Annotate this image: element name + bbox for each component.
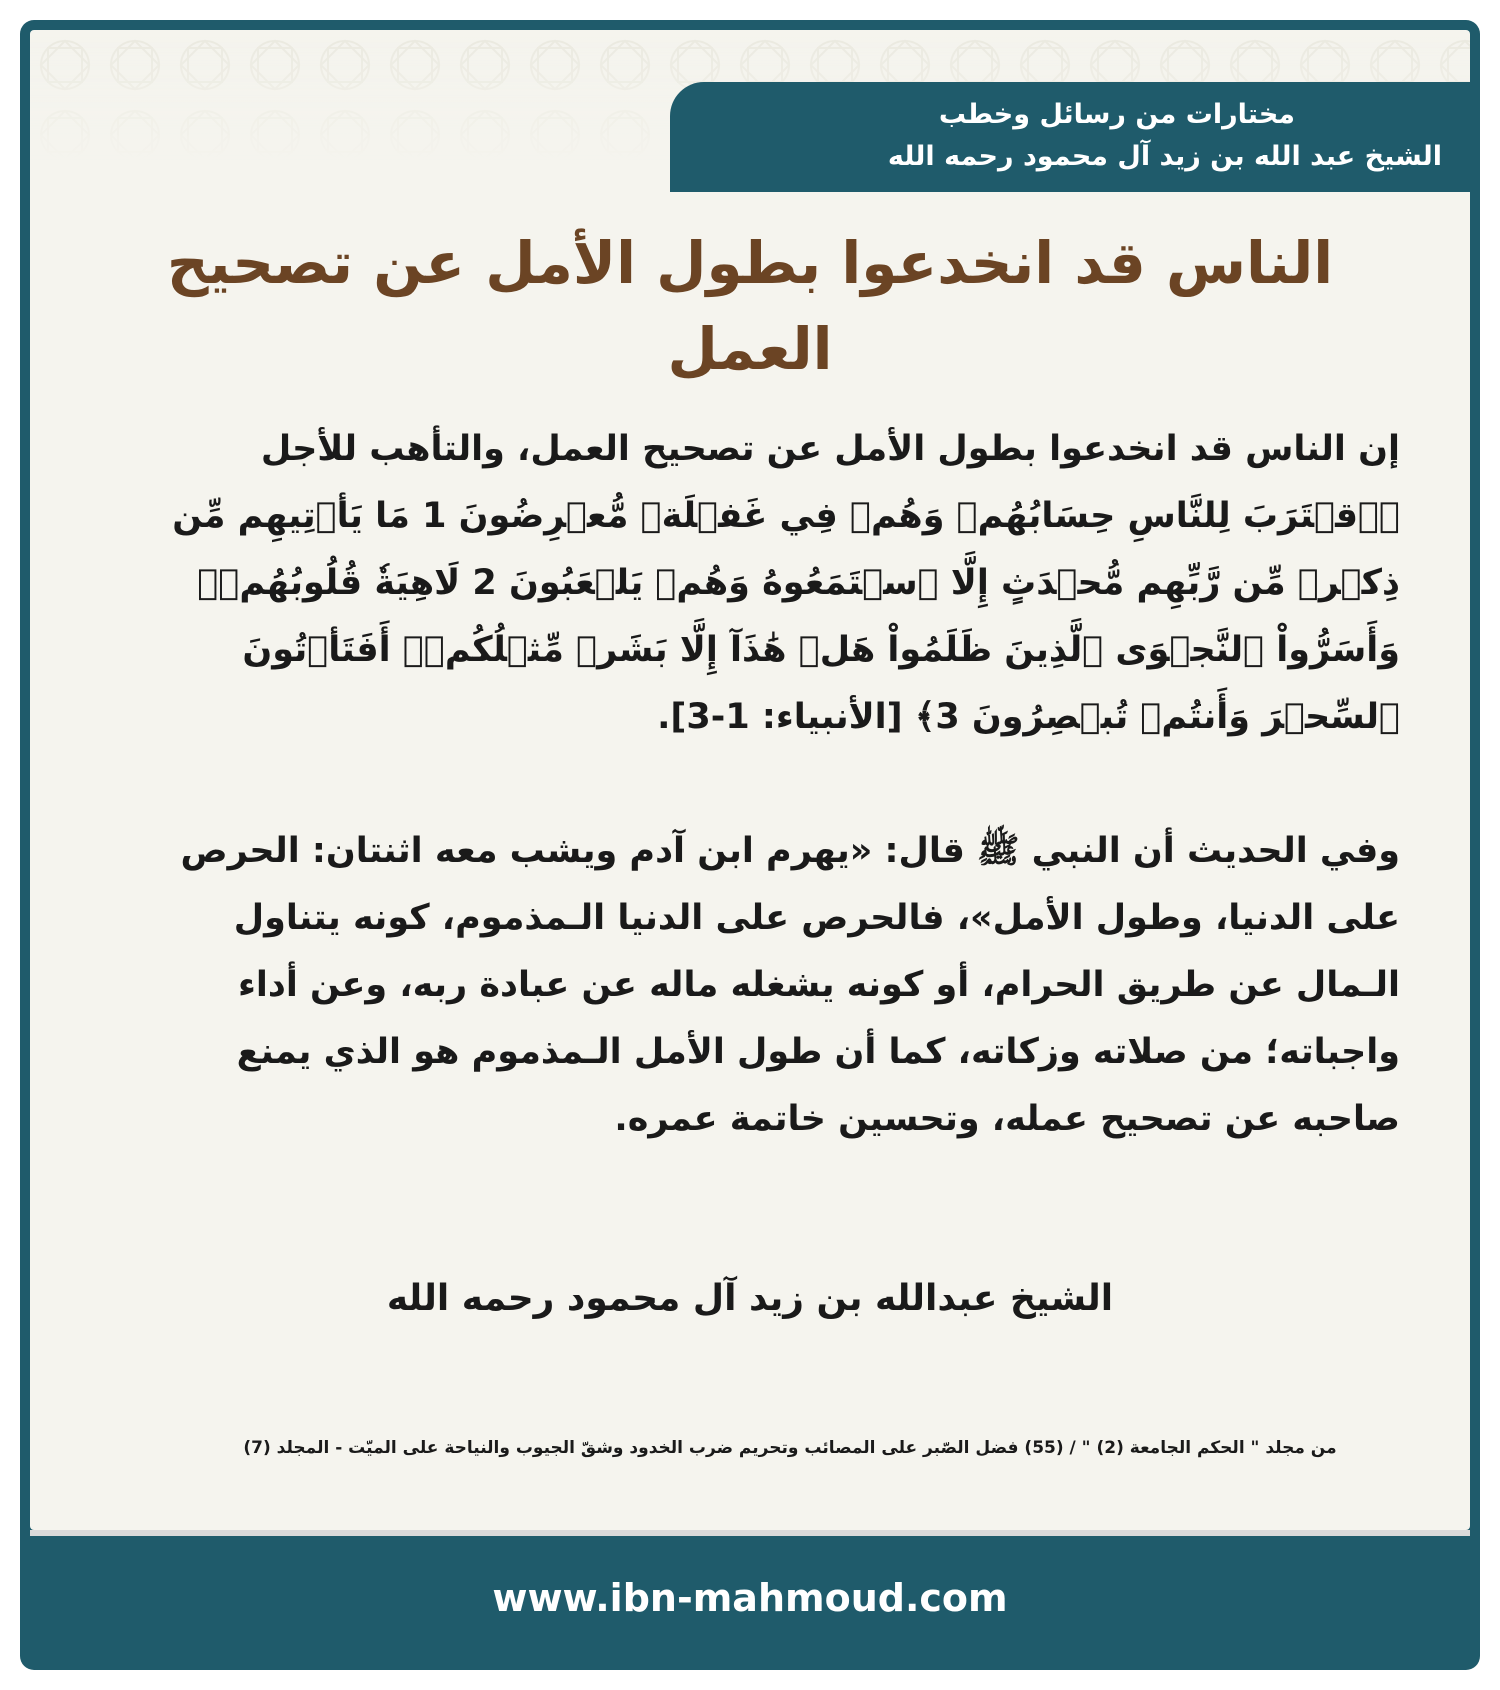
website-url: www.ibn-mahmoud.com xyxy=(492,1576,1008,1620)
footer-divider xyxy=(30,1530,1470,1536)
source-citation: من مجلد " الحكم الجامعة (2) " / (55) فضل الصّبر على المصائب وتحريم ضرب الخدود وشقّ الجيوب والنياحة على الميّت - المجلد (7) xyxy=(243,1438,1337,1458)
series-author: الشيخ عبد الله بن زيد آل محمود رحمه الله xyxy=(887,141,1442,172)
paragraph-hadith: وفي الحديث أن النبي ﷺ قال: «يهرم ابن آدم ويشب معه اثنتان: الحرص على الدنيا، وطول الأمل»، فالحرص على الدنيا الـمذموم، كونه يتناول الـمال عن طريق الحرام، أو كونه يشغله ماله عن عبادة ربه، وعن أداء واجباته؛ من صلاته وزكاته، كما أن طول الأمل الـمذموم هو الذي يمنع صاحبه عن تصحيح عمله، وتحسين خاتمة عمره. xyxy=(180,831,1400,1139)
series-header-banner xyxy=(670,82,1470,192)
paragraph-quran: إن الناس قد انخدعوا بطول الأمل عن تصحيح العمل، والتأهب للأجل ﴿ٱقۡتَرَبَ لِلنَّاسِ حِسَابُهُمۡ وَهُمۡ فِي غَفۡلَةٖ مُّعۡرِضُونَ 1 مَا يَأۡتِيهِم مِّن ذِكۡرٖ مِّن رَّبِّهِم مُّحۡدَثٍ إِلَّا ٱسۡتَمَعُوهُ وَهُمۡ يَلۡعَبُونَ 2 لَاهِيَةٗ قُلُوبُهُمۡۗ وَأَسَرُّواْ ٱلنَّجۡوَى ٱلَّذِينَ ظَلَمُواْ هَلۡ هَٰذَآ إِلَّا بَشَرٞ مِّثۡلُكُمۡۖ أَفَتَأۡتُونَ ٱلسِّحۡرَ وَأَنتُمۡ تُبۡصِرُونَ 3﴾ [الأنبياء: 1-3]. xyxy=(172,429,1400,737)
series-title: مختارات من رسائل وخطب xyxy=(938,99,1295,130)
paragraph-spacer xyxy=(120,751,1400,818)
article-body xyxy=(120,416,1400,1153)
author-signature: الشيخ عبدالله بن زيد آل محمود رحمه الله xyxy=(386,1278,1114,1319)
article-title: الناس قد انخدعوا بطول الأمل عن تصحيح العمل xyxy=(166,229,1334,383)
